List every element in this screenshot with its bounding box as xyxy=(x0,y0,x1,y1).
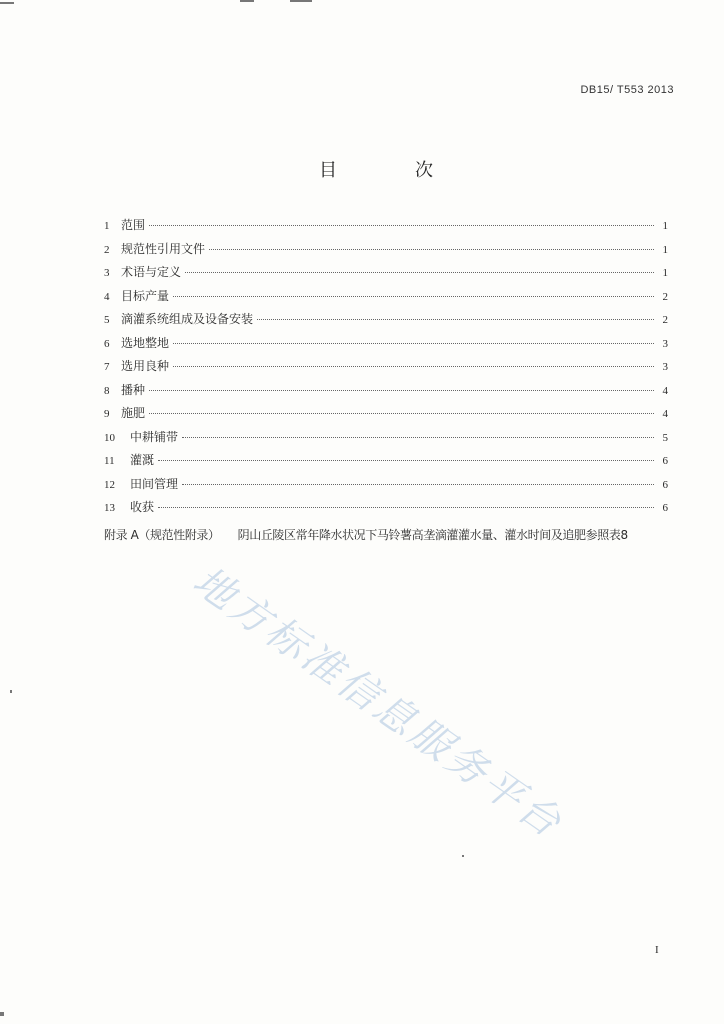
toc-entry[interactable] xyxy=(104,238,668,262)
toc-entry-number: 11 xyxy=(104,455,115,467)
watermark: 地方标准信息服务平台 xyxy=(184,557,572,848)
toc-entry-page: 4 xyxy=(662,408,668,420)
toc-title: 目 次 xyxy=(319,160,463,181)
toc-leader-dots xyxy=(173,366,654,367)
toc-entry-number: 1 xyxy=(104,220,110,232)
toc-entry-number: 2 xyxy=(104,243,110,256)
toc-leader-dots xyxy=(149,413,654,414)
toc-entry-page: 6 xyxy=(662,502,668,514)
toc-leader-dots xyxy=(185,272,654,273)
toc-entry-page: 5 xyxy=(662,431,668,444)
toc-entry-label: 灌溉 xyxy=(130,453,155,467)
scan-artifact xyxy=(0,1012,4,1016)
toc-entry-number: 6 xyxy=(104,337,110,350)
toc-entry[interactable] xyxy=(104,214,668,238)
toc-leader-dots xyxy=(257,319,654,320)
scan-artifact xyxy=(240,0,254,2)
appendix-label: 附录 A（规范性附录） xyxy=(104,528,220,542)
toc-entry-label: 选地整地 xyxy=(121,335,170,350)
toc-entry-number: 10 xyxy=(104,431,115,444)
toc-entry[interactable] xyxy=(104,285,668,309)
toc-entry-number: 12 xyxy=(104,478,115,491)
toc-entry-label: 选用良种 xyxy=(121,359,170,373)
toc-entry-number: 4 xyxy=(104,290,110,303)
toc-entry-label: 规范性引用文件 xyxy=(121,241,206,256)
toc-entry[interactable] xyxy=(104,355,668,379)
toc-entry-number: 9 xyxy=(104,408,110,420)
toc-leader-dots xyxy=(182,484,654,485)
toc-entry-number: 5 xyxy=(104,314,110,326)
appendix-page: 8 xyxy=(620,528,628,542)
toc-entry[interactable] xyxy=(104,426,668,450)
toc-entry[interactable] xyxy=(104,496,668,520)
toc-entry[interactable] xyxy=(104,379,668,403)
toc-entry[interactable] xyxy=(104,473,668,497)
toc-entry-page: 1 xyxy=(662,267,668,279)
toc-entry-label: 施肥 xyxy=(121,406,146,420)
toc-entry[interactable] xyxy=(104,449,668,473)
scan-artifact xyxy=(290,0,312,2)
scan-artifact xyxy=(0,2,14,4)
scan-artifact xyxy=(462,855,464,857)
toc-leader-dots xyxy=(209,249,654,250)
toc-entry-page: 6 xyxy=(662,455,668,467)
toc-leader-dots xyxy=(173,343,654,344)
toc-entry-label: 滴灌系统组成及设备安装 xyxy=(121,312,254,326)
toc-leader-dots xyxy=(158,507,654,508)
toc-entry-label: 播种 xyxy=(121,382,146,397)
toc-entry-label: 收获 xyxy=(130,500,155,514)
toc-entry-label: 中耕铺带 xyxy=(130,429,179,444)
toc-appendix-entry[interactable] xyxy=(104,526,674,543)
table-of-contents xyxy=(104,214,668,520)
toc-leader-dots xyxy=(149,390,654,391)
toc-leader-dots xyxy=(182,437,654,438)
toc-entry-label: 田间管理 xyxy=(130,476,179,491)
toc-entry-page: 1 xyxy=(662,220,668,232)
toc-entry[interactable] xyxy=(104,402,668,426)
toc-leader-dots xyxy=(149,225,654,226)
toc-entry-page: 3 xyxy=(662,337,668,350)
toc-entry-number: 13 xyxy=(104,502,115,514)
toc-leader-dots xyxy=(158,460,654,461)
toc-entry-number: 7 xyxy=(104,361,110,373)
toc-entry[interactable] xyxy=(104,261,668,285)
toc-entry-label: 目标产量 xyxy=(121,288,170,303)
toc-entry-label: 术语与定义 xyxy=(121,265,182,279)
toc-entry-label: 范围 xyxy=(121,218,146,232)
toc-entry-page: 3 xyxy=(662,361,668,373)
toc-entry-page: 2 xyxy=(662,314,668,326)
toc-entry-page: 1 xyxy=(662,243,668,256)
toc-entry[interactable] xyxy=(104,332,668,356)
appendix-title: 阴山丘陵区常年降水状况下马铃薯高垄滴灌灌水量、灌水时间及追肥参照表 xyxy=(237,528,621,542)
page-number: I xyxy=(655,944,659,956)
toc-leader-dots xyxy=(173,296,654,297)
document-id: DB15/ T553 2013 xyxy=(580,84,674,96)
scan-artifact xyxy=(10,690,12,693)
toc-entry-page: 6 xyxy=(662,478,668,491)
toc-entry-number: 8 xyxy=(104,384,110,397)
toc-entry-number: 3 xyxy=(104,267,110,279)
toc-entry[interactable] xyxy=(104,308,668,332)
toc-entry-page: 2 xyxy=(662,290,668,303)
toc-entry-page: 4 xyxy=(662,384,668,397)
